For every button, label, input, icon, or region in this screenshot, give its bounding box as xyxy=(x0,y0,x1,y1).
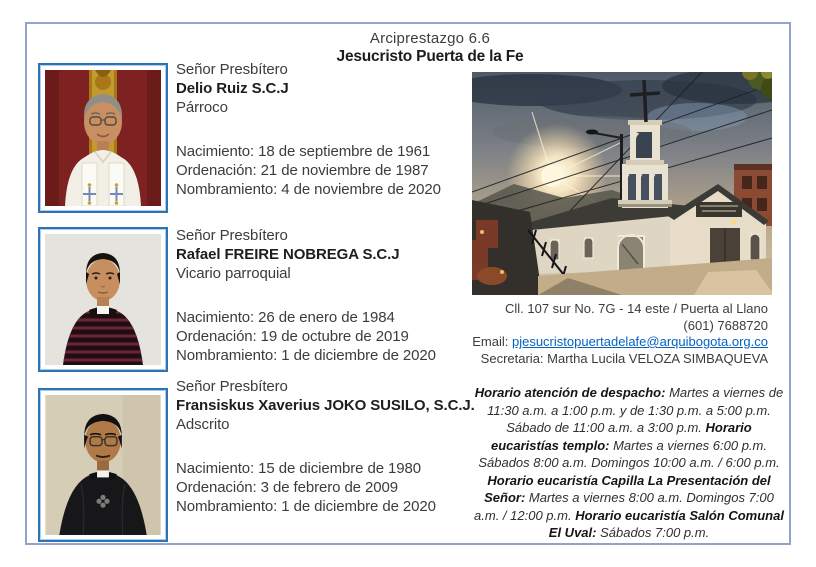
email-line xyxy=(472,334,768,351)
birth-date: Nacimiento: 15 de diciembre de 1980 xyxy=(176,460,421,477)
arciprestazgo-title: Arciprestazgo 6.6 xyxy=(369,30,491,47)
uval-mass-text: Sábados 7:00 p.m. xyxy=(596,525,710,540)
secretary-line xyxy=(472,351,768,368)
priest-photo-frame-2 xyxy=(38,227,168,372)
priest-photo-delio-ruiz xyxy=(45,70,161,206)
ordination-date: Ordenación: 3 de febrero de 2009 xyxy=(176,479,398,496)
priest-info-2 xyxy=(176,226,476,365)
parish-title: Jesucristo Puerta de la Fe xyxy=(336,48,524,65)
salutation: Señor Presbítero xyxy=(176,227,288,244)
address-line: Cll. 107 sur No. 7G - 14 este / Puerta al Llano xyxy=(504,301,768,316)
salutation: Señor Presbítero xyxy=(176,378,288,395)
uval-mass-label: Horario eucaristía Salón Comunal El Uval: xyxy=(548,507,784,540)
phone-number: (601) 7688720 xyxy=(683,317,768,333)
appointment-date: Nombramiento: 1 de diciembre de 2020 xyxy=(176,347,436,364)
priest-info-3 xyxy=(176,377,476,516)
contact-info xyxy=(472,301,768,367)
email-label: Email: xyxy=(472,334,512,349)
email-link[interactable]: pjesucristopuertadelafe@arquibogota.org.co xyxy=(511,334,768,349)
office-hours-text: Martes a viernes de 11:30 a.m. a 1:00 p.m. y de 1:30 p.m. a 5:00 p.m. Sábado de 11:00 a.m. a 3:00 p.m. xyxy=(487,385,784,435)
salutation: Señor Presbítero xyxy=(176,61,288,78)
appointment-date: Nombramiento: 4 de noviembre de 2020 xyxy=(176,181,441,198)
priest-info-1 xyxy=(176,60,476,199)
priest-name: Fransiskus Xaverius JOKO SUSILO, S.C.J. xyxy=(176,397,475,414)
temple-mass-label: Horario eucaristías templo: xyxy=(490,420,752,453)
priest-name: Delio Ruiz S.C.J xyxy=(176,80,289,97)
church-photo xyxy=(472,72,772,295)
temple-mass-text: Martes a viernes 6:00 p.m. Sábados 8:00 a.m. Domingos 10:00 a.m. / 6:00 p.m. xyxy=(478,437,780,470)
office-hours-label: Horario atención de despacho: xyxy=(474,385,666,400)
priest-role: Adscrito xyxy=(176,416,230,433)
appointment-date: Nombramiento: 1 de diciembre de 2020 xyxy=(176,498,436,515)
priest-photo-frame-1 xyxy=(38,63,168,213)
birth-date: Nacimiento: 18 de septiembre de 1961 xyxy=(176,143,431,160)
secretary-name: Martha Lucila VELOZA SIMBAQUEVA xyxy=(547,350,768,366)
priest-role: Párroco xyxy=(176,99,228,116)
priest-photo-rafael-freire xyxy=(45,234,161,365)
ordination-date: Ordenación: 19 de octubre de 2019 xyxy=(176,328,409,345)
ordination-date: Ordenación: 21 de noviembre de 1987 xyxy=(176,162,429,179)
chapel-mass-text: Martes a viernes 8:00 a.m. Domingos 7:00 a.m. / 12:00 p.m. xyxy=(474,490,774,523)
birth-date: Nacimiento: 26 de enero de 1984 xyxy=(176,309,395,326)
priest-role: Vicario parroquial xyxy=(176,265,291,282)
priest-photo-fransiskus-joko xyxy=(45,395,161,535)
chapel-mass-label: Horario eucaristía Capilla La Presentación del Señor: xyxy=(484,472,771,505)
secretary-label: Secretaria: xyxy=(480,350,548,366)
priest-photo-frame-3 xyxy=(38,388,168,542)
schedule-paragraph xyxy=(473,384,785,542)
priest-name: Rafael FREIRE NOBREGA S.C.J xyxy=(176,246,400,263)
